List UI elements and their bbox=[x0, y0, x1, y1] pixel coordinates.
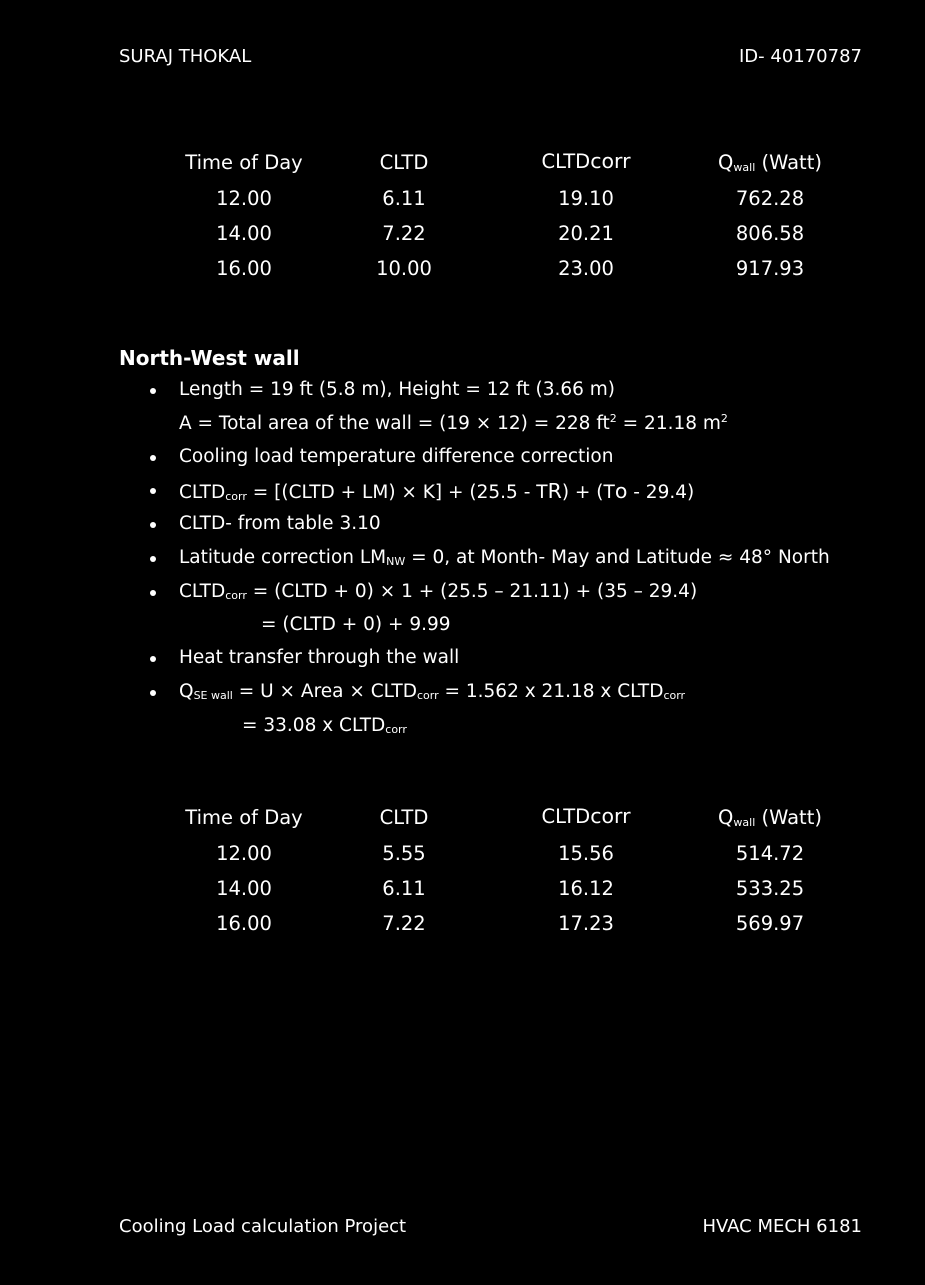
col-header-cltd-corr: CLTDcorr bbox=[541, 149, 631, 173]
table-cell: 569.97 bbox=[735, 912, 805, 935]
table-cell: 806.58 bbox=[735, 222, 805, 245]
bullet-icon bbox=[150, 590, 156, 596]
table-cell: 16.00 bbox=[216, 257, 272, 280]
col-header-q-wall: $Q_{wall}$ (Watt) bbox=[718, 806, 822, 829]
table-cell: 14.00 bbox=[216, 222, 272, 245]
table-cell: 16.00 bbox=[216, 912, 272, 935]
table-cell: 14.00 bbox=[216, 877, 272, 900]
bullet-text-q-formula: $Q_{SE wall} = U$ × Area × $CLTD_{corr} = 1.562$ x 21.18 x $CLTD_{corr}$ bbox=[179, 681, 686, 702]
table-cell: 762.28 bbox=[735, 187, 805, 210]
table-cell: 19.10 bbox=[558, 187, 614, 210]
bullet-icon bbox=[150, 556, 156, 562]
bullet-text-latitude: Latitude correction $LM_{NW} = 0$, at Month- May and Latitude ≈ 48° North bbox=[179, 547, 830, 568]
bullet-text-cltd-table: CLTD- from table 3.10 bbox=[179, 513, 381, 534]
col-header-time: Time of Day bbox=[185, 151, 303, 174]
col-header-q-wall: $Q_{wall}$ (Watt) bbox=[718, 151, 822, 174]
table-cell: 12.00 bbox=[216, 842, 272, 865]
table-cell: 16.12 bbox=[558, 877, 614, 900]
text-area-formula: A = Total area of the wall = (19 × 12) = 228 $ft^2 = 21.18$ $m^2$ bbox=[179, 412, 728, 434]
table-cell: 15.56 bbox=[558, 842, 614, 865]
table-cell: 6.11 bbox=[382, 877, 426, 900]
table-cell: 7.22 bbox=[382, 222, 426, 245]
footer-project: Cooling Load calculation Project bbox=[119, 1216, 407, 1237]
table-cell: 6.11 bbox=[382, 187, 426, 210]
col-header-time: Time of Day bbox=[185, 806, 303, 829]
bullet-text-dimensions: Length = 19 ft (5.8 m), Height = 12 ft (3.66 m) bbox=[179, 379, 616, 400]
footer-course: HVAC MECH 6181 bbox=[702, 1216, 862, 1237]
table-cell: 12.00 bbox=[216, 187, 272, 210]
table-cell: 917.93 bbox=[735, 257, 805, 280]
bullet-text-cltd-formula: $CLTD_{corr}$ = [(CLTD + LM) × K] + (25.5 - TR) + (To - 29.4) bbox=[179, 479, 695, 503]
table-cell: 533.25 bbox=[735, 877, 805, 900]
bullet-text-cltd-calc: $CLTD_{corr}$ = (CLTD + 0) × 1 + (25.5 – 21.11) + (35 – 29.4) bbox=[179, 581, 698, 602]
bullet-text-cltd-correction: Cooling load temperature difference correction bbox=[179, 446, 614, 467]
table-cell: 7.22 bbox=[382, 912, 426, 935]
col-header-cltd: CLTD bbox=[379, 151, 429, 174]
table-cell: 514.72 bbox=[735, 842, 805, 865]
bullet-icon bbox=[150, 690, 156, 696]
col-header-cltd-corr: CLTDcorr bbox=[541, 804, 631, 828]
table-cell: 5.55 bbox=[382, 842, 426, 865]
bullet-icon bbox=[150, 455, 156, 461]
table-cell: 10.00 bbox=[376, 257, 432, 280]
bullet-icon bbox=[150, 388, 156, 394]
table-cell: 23.00 bbox=[558, 257, 614, 280]
bullet-icon bbox=[150, 522, 156, 528]
bullet-icon bbox=[150, 656, 156, 662]
bullet-icon bbox=[150, 488, 156, 494]
col-header-cltd: CLTD bbox=[379, 806, 429, 829]
text-q-result: = 33.08 x $CLTD_{corr}$ bbox=[242, 715, 407, 736]
table-cell: 20.21 bbox=[558, 222, 614, 245]
student-id: ID- 40170787 bbox=[738, 46, 862, 67]
section-title: North-West wall bbox=[119, 346, 300, 370]
author-name: SURAJ THOKAL bbox=[119, 46, 252, 67]
text-cltd-result: = (CLTD + 0) + 9.99 bbox=[261, 614, 451, 635]
bullet-text-heat-transfer: Heat transfer through the wall bbox=[179, 647, 460, 668]
table-cell: 17.23 bbox=[558, 912, 614, 935]
